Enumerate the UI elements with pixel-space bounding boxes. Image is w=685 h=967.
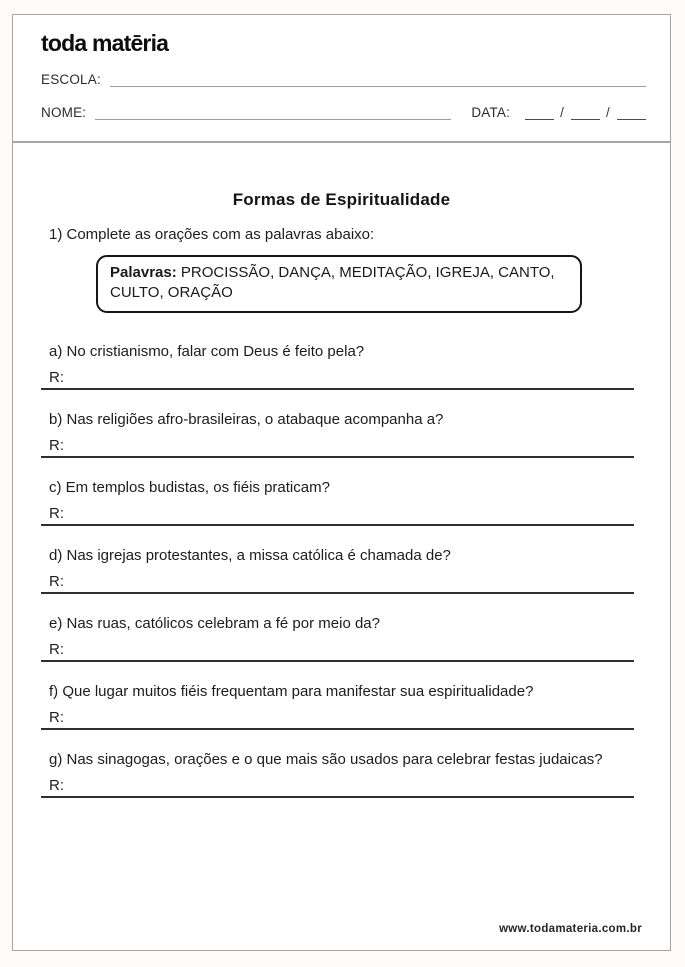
school-label: ESCOLA:: [41, 72, 101, 87]
question-a-answer-line: R:: [41, 368, 634, 390]
toda-materia-logo: toda matēria: [41, 30, 169, 56]
question-g-answer-line: R:: [41, 776, 634, 798]
site-url: www.todamateria.com.br: [499, 923, 642, 935]
question-b: [49, 409, 634, 458]
date-blanks: [518, 105, 646, 120]
question-c-answer-line: R:: [41, 504, 634, 526]
question-e-text: e) Nas ruas, católicos celebram a fé por meio da?: [49, 615, 380, 632]
question-f-answer-line: R:: [41, 708, 634, 730]
name-blank-line: [95, 105, 451, 120]
date-separator: /: [606, 105, 610, 120]
question-b-text: b) Nas religiões afro-brasileiras, o atabaque acompanha a?: [49, 411, 444, 428]
question-a: [49, 341, 634, 390]
word-bank-label: Palavras:: [110, 264, 177, 281]
question-c: [49, 477, 634, 526]
question-f-text: f) Que lugar muitos fiéis frequentam para manifestar sua espiritualidade?: [49, 683, 534, 700]
worksheet-header: [12, 14, 671, 142]
worksheet-body: [12, 142, 671, 951]
word-bank-box: [96, 255, 582, 313]
question-d: [49, 545, 634, 594]
name-label: NOME:: [41, 105, 87, 120]
exercise-instruction: 1) Complete as orações com as palavras abaixo:: [49, 226, 375, 243]
date-separator: /: [560, 105, 565, 120]
question-d-answer-line: R:: [41, 572, 634, 594]
date-month-blank-line: [571, 105, 600, 120]
date-day-blank-line: [525, 105, 554, 120]
question-e-answer-line: R:: [41, 640, 634, 662]
date-year-blank-line: [617, 105, 646, 120]
school-blank-line: [110, 72, 646, 87]
worksheet-title: Formas de Espiritualidade: [232, 190, 451, 209]
question-g-text: g) Nas sinagogas, orações e o que mais são usados para celebrar festas judaicas?: [49, 751, 603, 768]
question-a-text: a) No cristianismo, falar com Deus é feito pela?: [49, 343, 365, 360]
school-field-row: [41, 72, 646, 87]
question-g: [49, 749, 634, 798]
question-c-text: c) Em templos budistas, os fiéis praticam?: [49, 479, 330, 496]
question-b-answer-line: R:: [41, 436, 634, 458]
question-e: [49, 613, 634, 662]
question-d-text: d) Nas igrejas protestantes, a missa católica é chamada de?: [49, 547, 451, 564]
date-label: DATA:: [471, 105, 511, 120]
question-f: [49, 681, 634, 730]
name-date-field-row: [41, 105, 646, 120]
word-bank-words: PROCISSÃO, DANÇA, MEDITAÇÃO, IGREJA, CANTO, CULTO, ORAÇÃO: [110, 264, 555, 301]
